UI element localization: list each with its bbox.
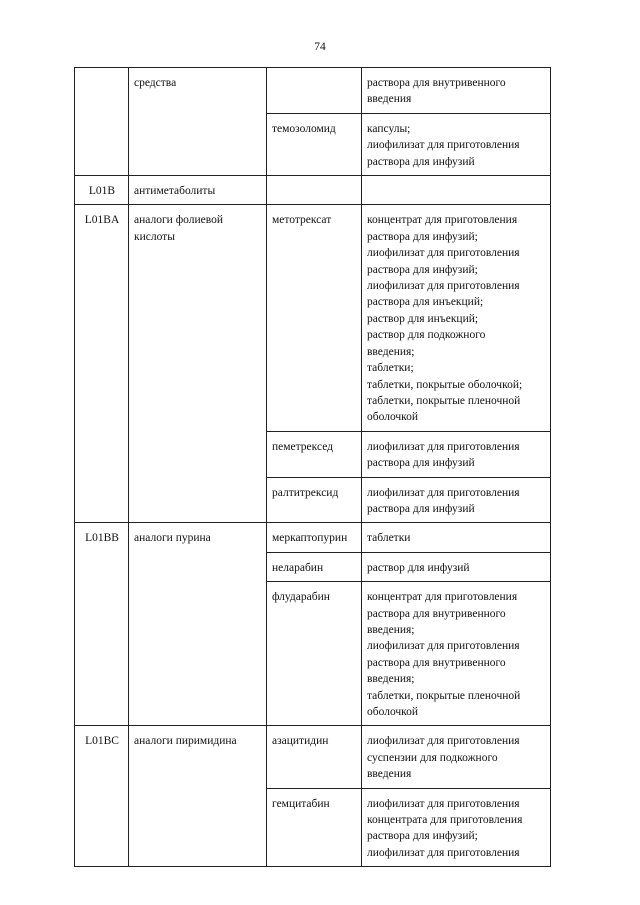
dosage-form-line: раствора для инфузий; xyxy=(367,263,478,276)
dosage-form-line: лиофилизат для приготовления xyxy=(367,640,520,653)
dosage-forms-cell xyxy=(362,552,551,581)
dosage-form-line: раствор для подкожного xyxy=(367,329,486,342)
dosage-form-line: капсулы; xyxy=(367,122,411,135)
drug-name-cell: пеметрексед xyxy=(267,431,362,477)
drug-name-cell xyxy=(267,176,362,205)
page-number: 74 xyxy=(314,41,326,53)
dosage-form-line: лиофилизат для приготовления xyxy=(367,797,520,810)
atc-code-cell xyxy=(75,68,129,176)
dosage-form-line: лиофилизат для приготовления xyxy=(367,846,520,859)
dosage-form-line: введения; xyxy=(367,623,415,636)
dosage-form-line: таблетки, покрытые пленочной xyxy=(367,394,521,407)
table-row xyxy=(75,176,551,205)
dosage-form-line: раствора для внутривенного xyxy=(367,77,506,89)
dosage-forms-cell xyxy=(362,477,551,523)
dosage-form-line: раствора для инфузий xyxy=(367,457,475,470)
dosage-form-line: лиофилизат для приготовления xyxy=(367,280,520,293)
drug-name-cell: гемцитабин xyxy=(267,788,362,867)
dosage-form-line: раствора для инфузий xyxy=(367,155,475,168)
drug-name-cell: меркаптопурин xyxy=(267,523,362,552)
dosage-form-line: суспензии для подкожного xyxy=(367,751,498,764)
dosage-form-line: концентрата для приготовления xyxy=(367,814,523,827)
dosage-forms-cell xyxy=(362,431,551,477)
dosage-forms-cell xyxy=(362,205,551,431)
dosage-form-line: раствора для внутривенного xyxy=(367,656,506,669)
dosage-forms-cell xyxy=(362,68,551,114)
group-name-cell: средства xyxy=(129,68,267,176)
dosage-form-line: раствора для внутривенного xyxy=(367,607,506,620)
drug-name-cell: флударабин xyxy=(267,582,362,726)
dosage-form-line: раствора для инъекций; xyxy=(367,296,484,309)
table-row xyxy=(75,205,551,431)
dosage-form-line: введения xyxy=(367,93,412,106)
drug-name-cell: ралтитрексид xyxy=(267,477,362,523)
drug-name-cell: неларабин xyxy=(267,552,362,581)
atc-code-cell: L01B xyxy=(75,176,129,205)
dosage-form-line: таблетки; xyxy=(367,362,414,375)
dosage-form-line: оболочкой xyxy=(367,706,419,718)
dosage-form-line: введения; xyxy=(367,673,415,686)
dosage-form-line: раствор для инфузий xyxy=(367,561,470,574)
dosage-form-line: лиофилизат для приготовления xyxy=(367,486,520,499)
group-name-cell: антиметаболиты xyxy=(129,176,267,205)
drug-name-cell xyxy=(267,68,362,114)
dosage-form-line: оболочкой xyxy=(367,411,419,424)
dosage-forms-cell xyxy=(362,523,551,552)
dosage-form-line: раствора для инфузий; xyxy=(367,830,478,843)
dosage-forms-cell xyxy=(362,726,551,788)
dosage-forms-cell xyxy=(362,176,551,205)
table-row xyxy=(75,523,551,552)
drug-name-cell: азацитидин xyxy=(267,726,362,788)
drug-name-cell: темозоломид xyxy=(267,113,362,175)
dosage-form-line: таблетки xyxy=(367,532,411,545)
drug-table-body xyxy=(75,68,551,867)
table-row xyxy=(75,726,551,788)
dosage-form-line: лиофилизат для приготовления xyxy=(367,139,520,152)
dosage-form-line: лиофилизат для приготовления xyxy=(367,735,520,748)
drug-name-cell: метотрексат xyxy=(267,205,362,431)
group-name-cell: аналоги фолиевой кислоты xyxy=(129,205,267,523)
dosage-form-line: концентрат для приготовления xyxy=(367,214,518,227)
dosage-form-line: раствора для инфузий xyxy=(367,502,475,515)
dosage-form-line: концентрат для приготовления xyxy=(367,591,518,604)
dosage-forms-cell xyxy=(362,113,551,175)
dosage-form-line: введения; xyxy=(367,345,415,358)
dosage-form-line: лиофилизат для приготовления xyxy=(367,440,520,453)
dosage-form-line: раствора для инфузий; xyxy=(367,230,478,243)
dosage-form-line: раствор для инъекций; xyxy=(367,312,479,325)
drug-table xyxy=(74,67,551,867)
atc-code-cell: L01BC xyxy=(75,726,129,867)
dosage-forms-cell xyxy=(362,788,551,867)
dosage-forms-cell xyxy=(362,582,551,726)
dosage-form-line: таблетки, покрытые оболочкой; xyxy=(367,378,523,391)
dosage-form-line: введения xyxy=(367,768,412,781)
atc-code-cell: L01BA xyxy=(75,205,129,523)
group-name-cell: аналоги пурина xyxy=(129,523,267,726)
dosage-form-line: таблетки, покрытые пленочной xyxy=(367,689,521,702)
atc-code-cell: L01BB xyxy=(75,523,129,726)
dosage-form-line: лиофилизат для приготовления xyxy=(367,247,520,260)
group-name-cell: аналоги пиримидина xyxy=(129,726,267,867)
table-row xyxy=(75,68,551,114)
